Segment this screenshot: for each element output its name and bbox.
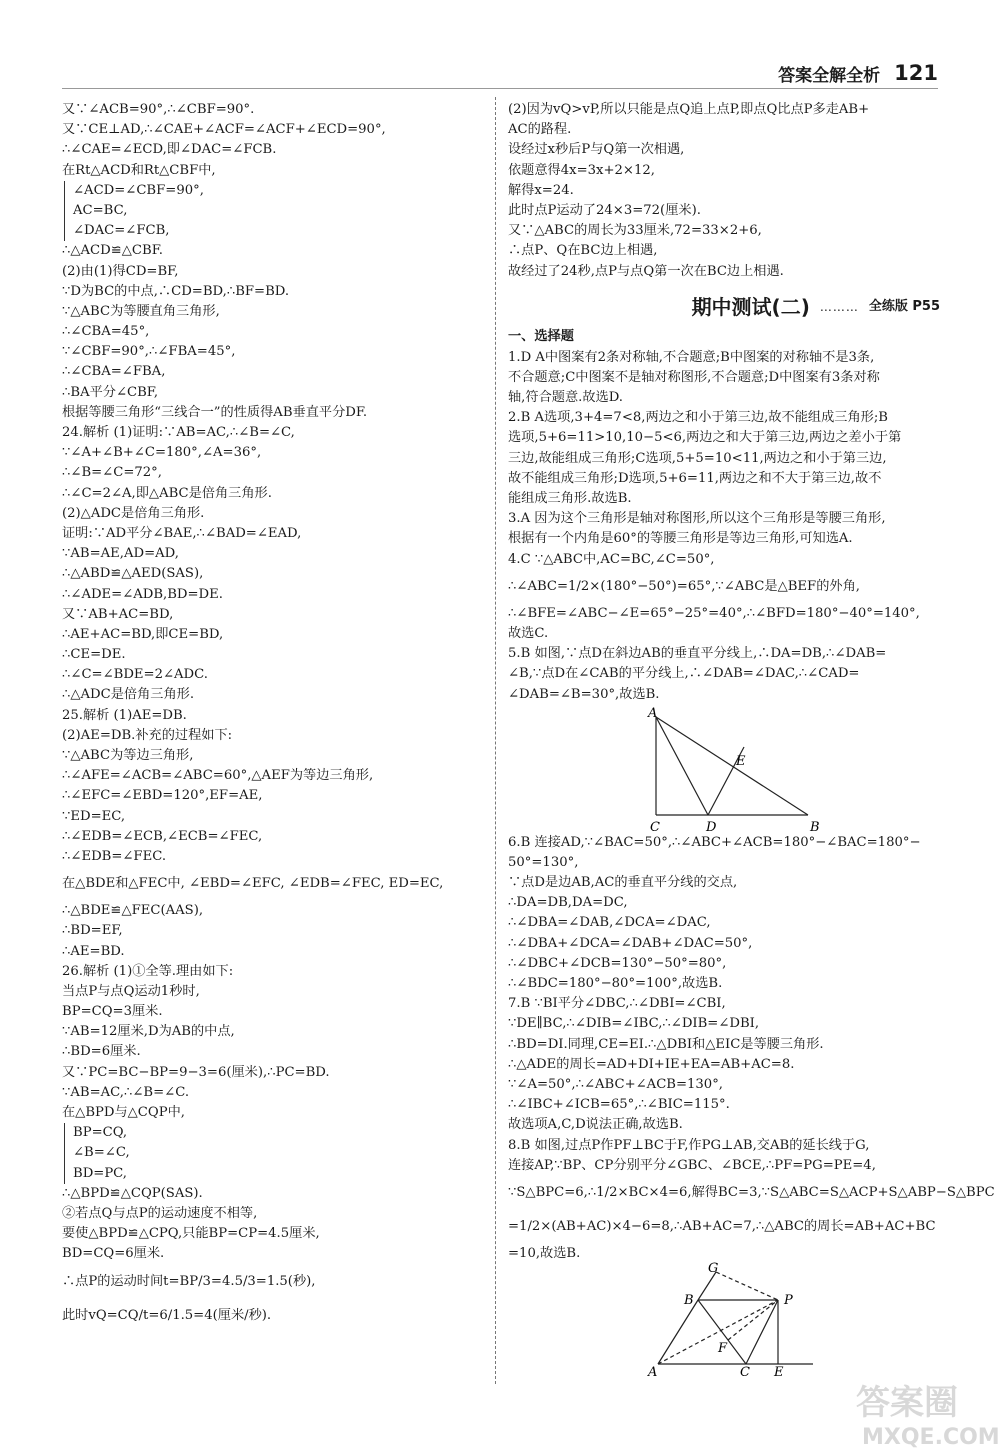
edge-ad xyxy=(656,717,708,815)
label-p: P xyxy=(784,1293,793,1309)
text-line: 选项,5+6=11>10,10−5<6,两边之和大于第三边,两边之差小于第 xyxy=(508,430,902,446)
text-line: BP=CQ=3厘米. xyxy=(62,1004,163,1020)
text-line: 在△BPD与△CQP中, xyxy=(62,1105,185,1120)
text-line: ∵S△BPC=6,∴1/2×BC×4=6,解得BC=3,∵S△ABC=S△ACP+S△ABP−S△BPC xyxy=(508,1184,995,1200)
text-line: 依题意得4x=3x+2×12, xyxy=(508,162,655,178)
label-a: A xyxy=(648,1365,658,1381)
text-line: 4.C ∵△ABC中,AC=BC,∠C=50°, xyxy=(508,551,715,567)
watermark-svg xyxy=(848,1370,1000,1450)
text-line: 故不能组成三角形;D选项,5+6=11,两边之和不大于第三边,故不 xyxy=(508,470,882,486)
text-line: ∴∠EDB=∠ECB,∠ECB=∠FEC, xyxy=(62,828,263,844)
watermark-text-cn: 答案圈 xyxy=(856,1383,958,1423)
text-line: ∴∠ADE=∠ADB,BD=DE. xyxy=(62,586,223,602)
text-line: 故经过了24秒,点P与点Q第一次在BC边上相遇. xyxy=(508,263,784,279)
text-line: BD=CQ=6厘米. xyxy=(62,1246,165,1262)
text-line: ∵D为BC的中点,∴CD=BD,∴BF=BD. xyxy=(62,283,290,299)
text-line: ∵点D是边AB,AC的垂直平分线的交点, xyxy=(508,875,738,891)
text-line: ∴∠AFE=∠ACB=∠ABC=60°,△AEF为等边三角形, xyxy=(62,768,374,784)
text-line: ∵∠A=50°,∴∠ABC+∠ACB=130°, xyxy=(508,1076,723,1092)
text-line: ∴∠CAE=∠ECD,即∠DAC=∠FCB. xyxy=(62,142,277,158)
text-line: 故选C. xyxy=(508,625,549,641)
label-a: A xyxy=(648,705,658,721)
text-line: ∵AB=AE,AD=AD, xyxy=(62,546,179,562)
text-line: 7.B ∵BI平分∠DBC,∴∠DBI=∠CBI, xyxy=(508,996,726,1012)
text-line: ∠B,∵点D在∠CAB的平分线上,∴∠DAB=∠DAC,∴∠CAD= xyxy=(508,666,860,682)
column-divider xyxy=(495,97,496,1384)
text-line: 50°=130°, xyxy=(508,854,579,870)
text-line: 又∵∠ACB=90°,∴∠CBF=90°. xyxy=(62,102,255,117)
label-f: F xyxy=(718,1341,728,1357)
text-line: ∠DAC=∠FCB, xyxy=(64,221,482,241)
label-d: D xyxy=(706,819,717,835)
text-line: ∴∠BFE=∠ABC−∠E=65°−25°=40°,∴∠BFD=180°−40°=140°, xyxy=(508,605,920,621)
text-line: ②若点Q与点P的运动速度不相等, xyxy=(62,1205,258,1221)
edge-cp xyxy=(746,1300,778,1364)
text-line: ∴△ADC是倍角三角形. xyxy=(62,687,195,703)
question-24: 24.解析 (1)证明:∵AB=AC,∴∠B=∠C, xyxy=(62,425,295,440)
section-title-text: 期中测试(二) xyxy=(691,294,810,319)
text-line: BP=CQ, xyxy=(64,1123,482,1143)
text-line: ∴∠B=∠C=72°, xyxy=(62,465,162,481)
text-line: ∴∠EFC=∠EBD=120°,EF=AE, xyxy=(62,788,263,804)
text-line: ∠DAB=∠B=30°,故选B. xyxy=(508,686,660,702)
header-rule xyxy=(62,88,938,89)
edge-fp xyxy=(728,1300,778,1340)
text-line: ∠ACD=∠CBF=90°, xyxy=(64,181,482,201)
figure-q8-svg xyxy=(508,1261,940,1381)
text-line: 6.B 连接AD,∵∠BAC=50°,∴∠ABC+∠ACB=180°−∠BAC=180°− xyxy=(508,834,921,850)
question-25: 25.解析 (1)AE=DB. xyxy=(62,707,187,723)
text-line: ∴DA=DB,DA=DC, xyxy=(508,895,628,911)
text-line: ∵AB=AC,∴∠B=∠C. xyxy=(62,1084,190,1100)
text-line: ∴点P的运动时间t=BP/3=4.5/3=1.5(秒), xyxy=(62,1273,316,1289)
text-line: 设经过x秒后P与Q第一次相遇, xyxy=(508,142,685,158)
text-line: ∵△ABC为等边三角形, xyxy=(62,748,194,763)
text-line: ∴AE+AC=BD,即CE=BD, xyxy=(62,626,224,642)
label-e: E xyxy=(736,753,746,769)
text-line: (2)AE=DB.补充的过程如下: xyxy=(62,727,233,743)
text-line: ∵△ABC为等腰直角三角形, xyxy=(62,303,220,319)
text-line: 1.D A中图案有2条对称轴,不合题意;B中图案的对称轴不是3条, xyxy=(508,349,875,365)
text-line: ∴点P、Q在BC边上相遇, xyxy=(508,243,658,259)
text-line: 连接AP,∵BP、CP分别平分∠GBC、∠BCE,∴PF=PG=PE=4, xyxy=(508,1157,876,1173)
figure-q5 xyxy=(508,705,940,833)
text-line: 3.A 因为这个三角形是轴对称图形,所以这个三角形是等腰三角形, xyxy=(508,511,886,527)
text-line: 解得x=24. xyxy=(508,182,574,198)
text-line: 证明:∵AD平分∠BAE,∴∠BAD=∠EAD, xyxy=(62,525,302,541)
text-line: ∴△BDE≌△FEC(AAS), xyxy=(62,903,204,919)
text-line: ∵ED=EC, xyxy=(62,808,126,824)
text-line: 要使△BPD≌△CPQ,只能BP=CP=4.5厘米, xyxy=(62,1226,320,1242)
text-line: 5.B 如图,∵点D在斜边AB的垂直平分线上,∴DA=DB,∴∠DAB= xyxy=(508,646,887,662)
text-line: ∴∠CBA=∠FBA, xyxy=(62,364,166,380)
text-line: ∴∠BDC=180°−80°=100°,故选B. xyxy=(508,976,723,991)
text-line: ∴∠DBA+∠DCA=∠DAB+∠DAC=50°, xyxy=(508,935,753,951)
label-c: C xyxy=(650,819,660,835)
text-line: ∴∠IBC+∠ICB=65°,∴∠BIC=115°. xyxy=(508,1097,730,1113)
text-line: ∴∠DBA=∠DAB,∠DCA=∠DAC, xyxy=(508,915,711,931)
text-line: 又∵AB+AC=BD, xyxy=(62,606,174,622)
label-e: E xyxy=(774,1365,784,1381)
text-line: ∴AE=BD. xyxy=(62,943,125,959)
section-title xyxy=(508,290,940,324)
text-line: ∵AB=12厘米,D为AB的中点, xyxy=(62,1024,235,1040)
left-column xyxy=(62,100,482,1333)
text-line: ∵DE∥BC,∴∠DIB=∠IBC,∴∠DIB=∠DBI, xyxy=(508,1016,760,1032)
text-line: 又∵PC=BC−BP=9−3=6(厘米),∴PC=BD. xyxy=(62,1064,330,1080)
text-line: ∴∠EDB=∠FEC. xyxy=(62,848,167,864)
text-line: 2.B A选项,3+4=7<8,两边之和小于第三边,故不能组成三角形;B xyxy=(508,410,888,426)
edge-bg xyxy=(698,1272,716,1300)
text-line: ∴BD=6厘米. xyxy=(62,1044,141,1060)
page-header xyxy=(778,58,938,88)
label-c: C xyxy=(740,1365,750,1381)
text-line: =1/2×(AB+AC)×4−6=8,∴AB+AC=7,∴△ABC的周长=AB+AC+BC xyxy=(508,1218,936,1234)
text-line: ∴△ADE的周长=AD+DI+IE+EA=AB+AC=8. xyxy=(508,1056,795,1072)
text-line: 此时vQ=CQ/t=6/1.5=4(厘米/秒). xyxy=(62,1307,272,1323)
text-line: ∴∠C=∠BDE=2∠ADC. xyxy=(62,667,208,683)
text-line: ∴△ABD≌△AED(SAS), xyxy=(62,566,204,582)
text-line: 根据有一个内角是60°的等腰三角形是等边三角形,可知选A. xyxy=(508,531,853,547)
text-line: 不合题意;C中图案不是轴对称图形,不合题意;D中图案有3条对称 xyxy=(508,369,880,385)
figure-q8 xyxy=(508,1261,940,1381)
text-line: 三边,故能组成三角形;C选项,5+5=10<11,两边之和小于第三边, xyxy=(508,450,887,466)
text-line: AC=BC, xyxy=(64,201,482,221)
text-line: =10,故选B. xyxy=(508,1245,581,1261)
text-line: 在Rt△ACD和Rt△CBF中, xyxy=(62,162,216,178)
watermark-text-url: MXQE.COM xyxy=(862,1425,1000,1450)
text-line: 故选项A,C,D说法正确,故选B. xyxy=(508,1117,683,1133)
text-line: ∴CE=DE. xyxy=(62,647,126,663)
text-line: ∴BD=DI.同理,CE=EI.∴△DBI和△EIC是等腰三角形. xyxy=(508,1036,824,1052)
text-line: 在△BDE和△FEC中, ∠EBD=∠EFC, ∠EDB=∠FEC, ED=EC, xyxy=(62,876,444,892)
header-title: 答案全解全析 xyxy=(778,65,881,86)
text-line: ∴△BPD≌△CQP(SAS). xyxy=(62,1185,203,1201)
text-line: ∵∠A+∠B+∠C=180°,∠A=36°, xyxy=(62,445,262,461)
label-g: G xyxy=(708,1261,719,1277)
section-title-dots: ……… xyxy=(819,299,859,314)
text-line: ∠B=∠C, xyxy=(64,1143,482,1163)
question-26: 26.解析 (1)①全等.理由如下: xyxy=(62,963,234,979)
text-line: 轴,符合题意.故选D. xyxy=(508,390,623,406)
text-line: ∴∠DBC+∠DCB=130°−50°=80°, xyxy=(508,955,727,971)
text-line: 又∵CE⊥AD,∴∠CAE+∠ACF=∠ACF+∠ECD=90°, xyxy=(62,122,386,138)
section-ref: 全练版 P55 xyxy=(868,298,940,314)
text-line: (2)因为vQ>vP,所以只能是点Q追上点P,即点Q比点P多走AB+ xyxy=(508,102,870,117)
subheading-choice: 一、选择题 xyxy=(508,328,574,344)
figure-q5-svg xyxy=(508,705,940,833)
text-line: 又∵△ABC的周长为33厘米,72=33×2+6, xyxy=(508,223,762,239)
edge-ab xyxy=(658,1300,698,1364)
text-line: (2)由(1)得CD=BF, xyxy=(62,263,179,279)
text-line: ∴∠CBA=45°, xyxy=(62,324,150,340)
text-line: ∴BD=EF, xyxy=(62,923,123,939)
right-column xyxy=(508,100,995,1381)
text-line: (2)△ADC是倍角三角形. xyxy=(62,505,205,521)
label-b: B xyxy=(810,819,820,835)
watermark xyxy=(848,1370,1000,1450)
page-number: 121 xyxy=(894,61,938,85)
text-line: ∴△ACD≌△CBF. xyxy=(62,243,163,259)
text-line: ∴∠ABC=1/2×(180°−50°)=65°,∵∠ABC是△BEF的外角, xyxy=(508,578,860,594)
text-line: 8.B 如图,过点P作PF⊥BC于F,作PG⊥AB,交AB的延长线于G, xyxy=(508,1137,870,1153)
text-line: AC的路程. xyxy=(508,122,572,138)
text-line: 根据等腰三角形“三线合一”的性质得AB垂直平分DF. xyxy=(62,404,368,420)
edge-ab xyxy=(656,717,808,815)
text-line: 此时点P运动了24×3=72(厘米). xyxy=(508,202,701,218)
text-line: 当点P与点Q运动1秒时, xyxy=(62,983,200,999)
edge-gp xyxy=(716,1272,778,1300)
text-line: ∴∠C=2∠A,即△ABC是倍角三角形. xyxy=(62,485,272,501)
label-b: B xyxy=(684,1293,694,1309)
text-line: ∴BA平分∠CBF, xyxy=(62,384,159,400)
text-line: 能组成三角形.故选B. xyxy=(508,491,632,506)
text-line: ∵∠CBF=90°,∴∠FBA=45°, xyxy=(62,344,236,360)
text-line: BD=PC, xyxy=(64,1164,482,1184)
